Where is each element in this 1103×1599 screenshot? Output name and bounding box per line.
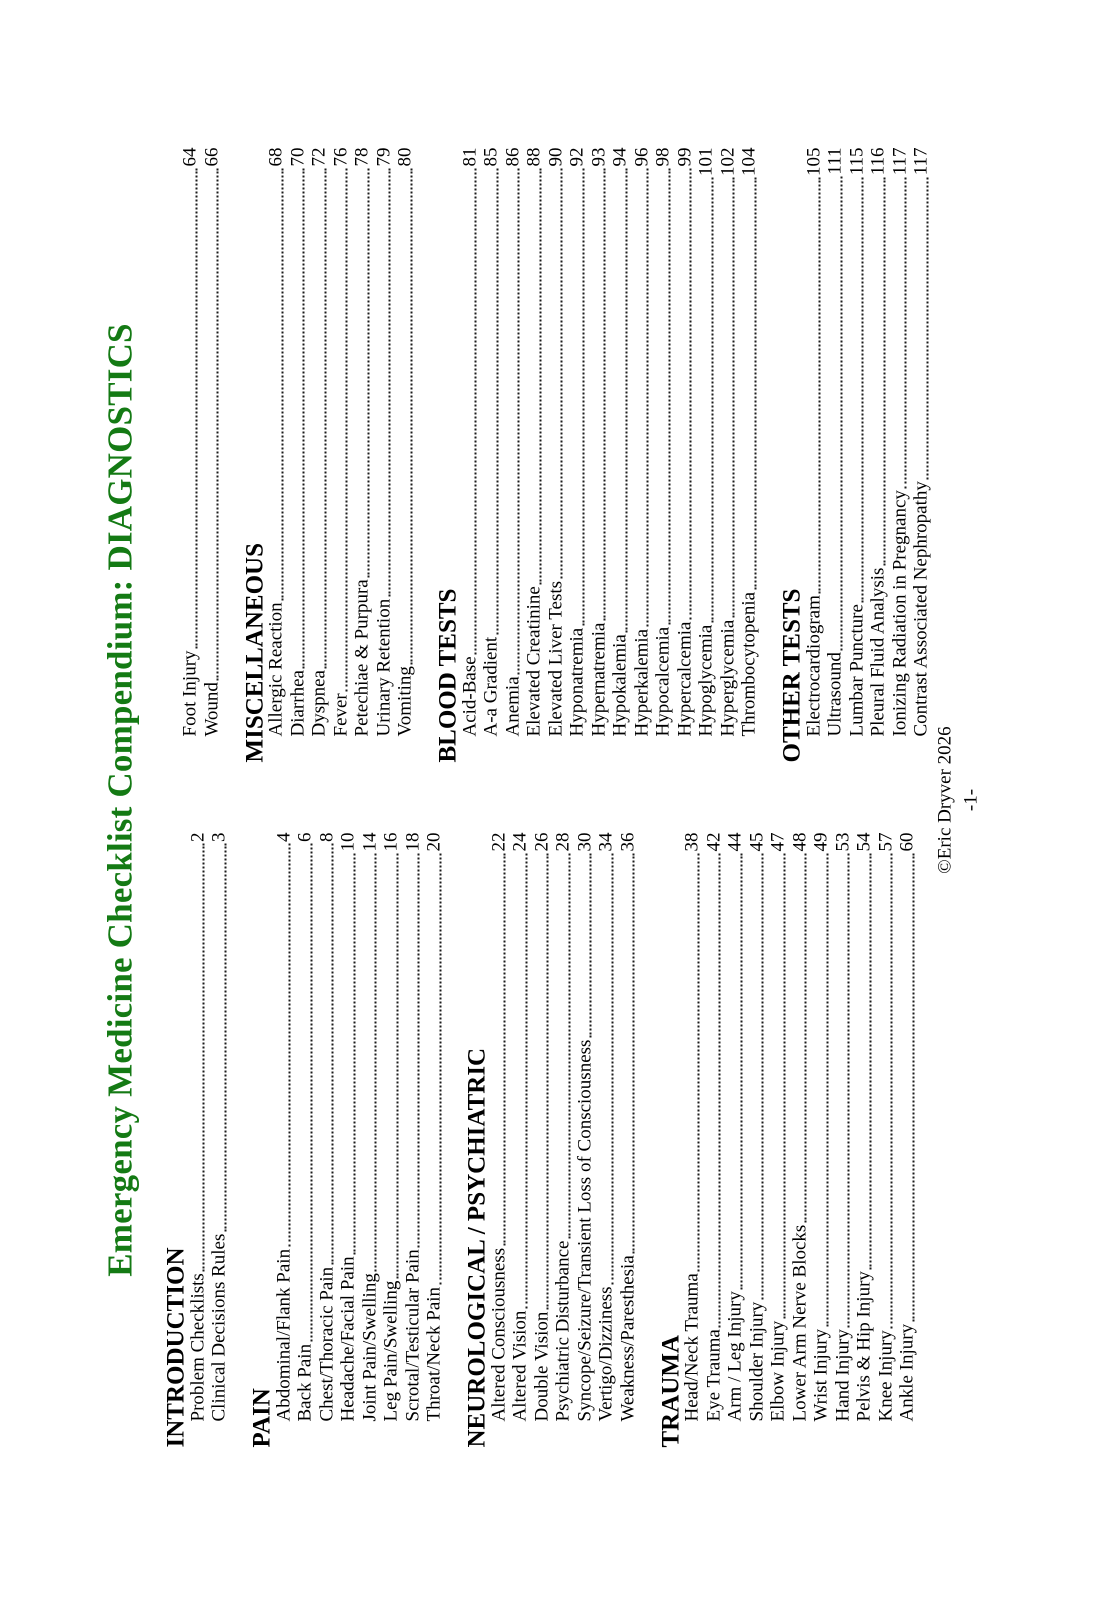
toc-entry-page-number: 101 bbox=[695, 147, 716, 176]
dot-leader bbox=[740, 853, 742, 1289]
toc-entry-page-number: 99 bbox=[673, 147, 695, 166]
toc-entry bbox=[574, 832, 596, 1447]
toc-entry-label: Psychiatric Disturbance bbox=[552, 1240, 573, 1421]
toc-entry-label: Wrist Injury bbox=[810, 1328, 831, 1421]
toc-entry-page-number: 105 bbox=[802, 147, 824, 176]
dot-leader bbox=[711, 178, 713, 623]
dot-leader bbox=[288, 844, 290, 1247]
dot-leader bbox=[804, 853, 806, 1222]
dot-leader bbox=[525, 853, 527, 1308]
toc-entry-page-number: 117 bbox=[910, 147, 931, 175]
toc-entry-label: Electrocardiogram bbox=[802, 594, 824, 736]
dot-leader bbox=[926, 177, 928, 479]
dot-leader bbox=[611, 853, 613, 1284]
toc-entry bbox=[402, 832, 424, 1447]
toc-entry-label: Altered Consciousness bbox=[487, 1247, 509, 1421]
toc-entry-label: Fever bbox=[329, 692, 351, 736]
document-title: Emergency Medicine Checklist Compendium: DIAGNOSTICS bbox=[100, 322, 139, 1277]
dot-leader bbox=[603, 168, 605, 620]
toc-entry-page-number: 44 bbox=[724, 832, 745, 851]
dot-leader bbox=[439, 853, 441, 1284]
dot-leader bbox=[202, 844, 204, 1271]
toc-entry-label: Pelvis & Hip Injury bbox=[853, 1270, 874, 1421]
toc-entry-label: Wound bbox=[200, 681, 222, 736]
dot-leader bbox=[783, 853, 785, 1318]
toc-entry-page-number: 117 bbox=[888, 147, 910, 175]
toc-entry-label: Leg Pain/Swelling bbox=[380, 1280, 401, 1421]
toc-entry-page-number: 24 bbox=[509, 832, 530, 851]
toc-entry bbox=[423, 832, 445, 1447]
toc-entry-page-number: 66 bbox=[200, 147, 222, 166]
toc-entry bbox=[853, 832, 875, 1447]
toc-entry-label: Hypernatremia bbox=[587, 622, 609, 736]
toc-column-2 bbox=[165, 147, 932, 762]
toc-entry-label: Lumbar Puncture bbox=[845, 603, 867, 736]
toc-entry-page-number: 28 bbox=[552, 832, 573, 851]
dot-leader bbox=[912, 853, 914, 1321]
toc-entry bbox=[681, 832, 703, 1447]
toc-entry-label: Altered Vision bbox=[509, 1310, 530, 1421]
dot-leader bbox=[517, 168, 519, 674]
dot-leader bbox=[396, 853, 398, 1278]
toc-entry-page-number: 111 bbox=[824, 147, 845, 175]
toc-entry-label: Diarrhea bbox=[286, 669, 308, 736]
toc-entry bbox=[631, 147, 653, 762]
toc-entry-label: Throat/Neck Pain bbox=[423, 1286, 444, 1421]
toc-entry-label: Acid-Base bbox=[458, 655, 480, 736]
toc-entry-label: Hypercalcemia bbox=[673, 621, 695, 736]
toc-entry-page-number: 98 bbox=[652, 147, 673, 166]
dot-leader bbox=[689, 168, 691, 619]
dot-leader bbox=[503, 853, 505, 1245]
toc-entry-page-number: 18 bbox=[401, 832, 423, 851]
toc-entry-page-number: 38 bbox=[681, 832, 702, 851]
toc-entry-page-number: 6 bbox=[294, 832, 315, 842]
toc-entry bbox=[724, 832, 746, 1447]
toc-section-header: TRAUMA bbox=[656, 1334, 684, 1447]
dot-leader bbox=[625, 168, 627, 632]
toc-entry bbox=[480, 147, 502, 762]
toc-entry-page-number: 26 bbox=[530, 832, 552, 851]
toc-entry bbox=[308, 147, 330, 762]
toc-section bbox=[656, 832, 918, 1447]
dot-leader bbox=[560, 168, 562, 578]
toc-entry-label: Ankle Injury bbox=[896, 1323, 917, 1421]
dot-leader bbox=[410, 168, 412, 664]
toc-entry bbox=[746, 832, 768, 1447]
toc-section-header: INTRODUCTION bbox=[162, 1246, 189, 1447]
toc-entry bbox=[265, 147, 287, 762]
dot-leader bbox=[417, 853, 419, 1247]
dot-leader bbox=[568, 853, 570, 1238]
copyright-line: ©Eric Dryver 2026 bbox=[934, 725, 955, 874]
toc-entry-page-number: 90 bbox=[544, 147, 566, 166]
dot-leader bbox=[474, 168, 476, 654]
toc-entry bbox=[609, 147, 631, 762]
toc-entry bbox=[359, 832, 381, 1447]
toc-entry bbox=[545, 147, 567, 762]
toc-entry-page-number: 10 bbox=[337, 832, 358, 851]
toc-entry bbox=[337, 832, 359, 1447]
dot-leader bbox=[310, 844, 312, 1342]
toc-entry-page-number: 93 bbox=[587, 147, 609, 166]
toc-entry-label: Petechiae & Purpura bbox=[351, 578, 372, 736]
toc-entry-label: Syncope/Seizure/Transient Loss of Consciousness bbox=[573, 1039, 595, 1421]
toc-entry bbox=[187, 832, 209, 1447]
toc-entry-page-number: 22 bbox=[487, 832, 509, 851]
toc-entry-label: Headache/Facial Pain bbox=[337, 1255, 358, 1421]
toc-entry-page-number: 80 bbox=[394, 147, 415, 166]
toc-section-header: NEUROLOGICAL / PSYCHIATRIC bbox=[463, 1047, 490, 1447]
dot-leader bbox=[496, 168, 498, 634]
toc-entry-page-number: 64 bbox=[179, 147, 200, 166]
toc-entry-page-number: 47 bbox=[767, 832, 788, 851]
dot-leader bbox=[840, 176, 842, 649]
toc-entry-page-number: 14 bbox=[358, 832, 380, 851]
toc-entry-label: Shoulder Injury bbox=[745, 1301, 767, 1421]
dot-leader bbox=[761, 853, 763, 1299]
toc-entry-label: Ionizing Radiation in Pregnancy bbox=[888, 489, 910, 736]
toc-section-header: PAIN bbox=[248, 1387, 275, 1447]
toc-entry-label: Contrast Associated Nephropathy bbox=[910, 480, 931, 736]
toc-entry-label: Hypocalcemia bbox=[652, 626, 673, 736]
toc-section-header: OTHER TESTS bbox=[778, 588, 805, 762]
toc-entry-label: Pleural Fluid Analysis bbox=[867, 567, 888, 736]
toc-section bbox=[240, 147, 416, 762]
dot-leader bbox=[861, 177, 863, 602]
dot-leader bbox=[732, 178, 734, 618]
toc-entry bbox=[201, 147, 223, 762]
toc-entry-page-number: 34 bbox=[595, 832, 616, 851]
toc-entry bbox=[767, 832, 789, 1447]
toc-entry bbox=[889, 147, 911, 762]
toc-entry-page-number: 85 bbox=[480, 147, 501, 166]
toc-entry-label: Urinary Retention bbox=[372, 598, 394, 736]
toc-entry-page-number: 104 bbox=[738, 147, 759, 176]
toc-entry-page-number: 94 bbox=[609, 147, 630, 166]
toc-entry-page-number: 49 bbox=[810, 832, 831, 851]
toc-entry bbox=[316, 832, 338, 1447]
toc-entry bbox=[179, 147, 201, 762]
toc-entry-page-number: 48 bbox=[788, 832, 810, 851]
toc-entry bbox=[803, 147, 825, 762]
toc-section bbox=[179, 147, 222, 762]
toc-entry-page-number: 78 bbox=[351, 147, 372, 166]
toc-entry bbox=[294, 832, 316, 1447]
dot-leader bbox=[632, 853, 634, 1253]
toc-entry bbox=[330, 147, 352, 762]
toc-entry bbox=[595, 832, 617, 1447]
dot-leader bbox=[869, 853, 871, 1269]
toc-entry bbox=[674, 147, 696, 762]
toc-entry-label: Lower Arm Nerve Blocks bbox=[788, 1224, 810, 1421]
toc-entry-label: Foot Injury bbox=[179, 649, 200, 736]
toc-entry-label: Anemia bbox=[501, 675, 523, 736]
toc-entry bbox=[896, 832, 918, 1447]
toc-entry-page-number: 8 bbox=[315, 832, 337, 842]
toc-entry bbox=[208, 832, 230, 1447]
toc-entry bbox=[531, 832, 553, 1447]
dot-leader bbox=[302, 168, 304, 668]
toc-entry bbox=[910, 147, 932, 762]
toc-entry-label: Thrombocytopenia bbox=[738, 591, 759, 736]
toc-entry-page-number: 116 bbox=[867, 147, 888, 175]
dot-leader bbox=[582, 168, 584, 625]
toc-entry-label: Clinical Decisions Rules bbox=[208, 1233, 229, 1421]
toc-entry-page-number: 36 bbox=[616, 832, 638, 851]
toc-entry-label: Hypokalemia bbox=[609, 633, 630, 736]
toc-entry bbox=[502, 147, 524, 762]
toc-entry-page-number: 88 bbox=[523, 147, 544, 166]
toc-entry bbox=[459, 147, 481, 762]
page-footer bbox=[932, 0, 984, 1599]
toc-entry-label: Hyperglycemia bbox=[716, 619, 738, 736]
toc-entry bbox=[867, 147, 889, 762]
toc-entry-page-number: 2 bbox=[186, 832, 208, 842]
dot-leader bbox=[668, 168, 670, 624]
toc-column-1 bbox=[162, 832, 932, 1447]
toc-entry bbox=[652, 147, 674, 762]
toc-entry bbox=[810, 832, 832, 1447]
page-number: -1- bbox=[960, 788, 981, 811]
toc-entry-label: Hyperkalemia bbox=[630, 628, 652, 736]
dot-leader bbox=[718, 853, 720, 1327]
toc-entry bbox=[588, 147, 610, 762]
toc-entry-page-number: 72 bbox=[308, 147, 329, 166]
dot-leader bbox=[883, 177, 885, 565]
toc-entry bbox=[617, 832, 639, 1447]
toc-entry-label: Elevated Liver Tests bbox=[544, 580, 566, 736]
dot-leader bbox=[754, 178, 756, 590]
toc-entry-label: Hypoglycemia bbox=[695, 624, 716, 736]
toc-entry bbox=[287, 147, 309, 762]
toc-entry-page-number: 53 bbox=[831, 832, 853, 851]
toc-entry-page-number: 102 bbox=[716, 147, 738, 176]
toc-entry-label: Scrotal/Testicular Pain bbox=[401, 1248, 423, 1421]
toc-entry bbox=[380, 832, 402, 1447]
dot-leader bbox=[353, 853, 355, 1254]
toc-entry-label: Head/Neck Trauma bbox=[681, 1272, 702, 1421]
toc-entry-label: Weakness/Paresthesia bbox=[616, 1254, 638, 1421]
table-of-contents bbox=[162, 147, 932, 1447]
toc-entry bbox=[523, 147, 545, 762]
toc-entry bbox=[832, 832, 854, 1447]
dot-leader bbox=[904, 177, 906, 488]
dot-leader bbox=[374, 853, 376, 1271]
toc-entry-page-number: 54 bbox=[853, 832, 874, 851]
dot-leader bbox=[281, 168, 283, 600]
toc-entry-label: Knee Injury bbox=[874, 1329, 896, 1421]
dot-leader bbox=[589, 853, 591, 1037]
toc-entry bbox=[566, 147, 588, 762]
toc-entry bbox=[717, 147, 739, 762]
toc-section bbox=[778, 147, 932, 762]
toc-entry-page-number: 81 bbox=[458, 147, 480, 166]
toc-section bbox=[162, 832, 230, 1447]
toc-entry-label: Problem Checklists bbox=[186, 1272, 208, 1421]
toc-section bbox=[463, 832, 638, 1447]
toc-section bbox=[434, 147, 760, 762]
toc-entry bbox=[273, 832, 295, 1447]
dot-leader bbox=[331, 844, 333, 1265]
toc-entry bbox=[824, 147, 846, 762]
dot-leader bbox=[324, 168, 326, 668]
toc-entry-page-number: 42 bbox=[702, 832, 724, 851]
toc-entry-label: Ultrasound bbox=[824, 651, 845, 736]
toc-entry-page-number: 115 bbox=[845, 147, 867, 175]
toc-entry bbox=[488, 832, 510, 1447]
toc-entry-label: Vertigo/Dizziness bbox=[595, 1285, 616, 1421]
dot-leader bbox=[826, 853, 828, 1326]
toc-entry-label: Chest/Thoracic Pain bbox=[315, 1266, 337, 1421]
toc-entry-label: Abdominal/Flank Pain bbox=[272, 1248, 294, 1421]
toc-entry-label: Elbow Injury bbox=[767, 1320, 788, 1421]
toc-entry-page-number: 92 bbox=[566, 147, 587, 166]
toc-entry bbox=[875, 832, 897, 1447]
toc-entry-page-number: 3 bbox=[208, 832, 229, 842]
toc-entry-page-number: 45 bbox=[745, 832, 767, 851]
toc-section-header: BLOOD TESTS bbox=[434, 588, 461, 762]
toc-entry-label: Double Vision bbox=[530, 1311, 552, 1421]
toc-entry bbox=[703, 832, 725, 1447]
dot-leader bbox=[697, 853, 699, 1271]
dot-leader bbox=[646, 168, 648, 626]
toc-entry bbox=[846, 147, 868, 762]
dot-leader bbox=[388, 168, 390, 596]
toc-entry bbox=[695, 147, 717, 762]
toc-entry-page-number: 16 bbox=[380, 832, 401, 851]
toc-entry-page-number: 68 bbox=[265, 147, 286, 166]
toc-entry-label: Hand Injury bbox=[831, 1328, 853, 1421]
dot-leader bbox=[345, 168, 347, 691]
toc-entry-label: Allergic Reaction bbox=[265, 601, 286, 736]
toc-entry-label: Joint Pain/Swelling bbox=[358, 1272, 380, 1421]
toc-entry bbox=[552, 832, 574, 1447]
toc-entry bbox=[394, 147, 416, 762]
toc-entry-page-number: 96 bbox=[630, 147, 652, 166]
toc-entry-page-number: 86 bbox=[501, 147, 523, 166]
toc-entry-label: A-a Gradient bbox=[480, 636, 501, 736]
toc-entry-page-number: 60 bbox=[896, 832, 917, 851]
toc-entry-label: Dyspnea bbox=[308, 669, 329, 736]
toc-entry-label: Hyponatremia bbox=[566, 627, 587, 736]
toc-entry-page-number: 70 bbox=[286, 147, 308, 166]
toc-section bbox=[248, 832, 445, 1447]
dot-leader bbox=[195, 168, 197, 648]
toc-entry-label: Vomiting bbox=[394, 665, 415, 736]
toc-entry-page-number: 20 bbox=[423, 832, 444, 851]
dot-leader bbox=[539, 168, 541, 584]
toc-entry-label: Arm / Leg Injury bbox=[724, 1290, 745, 1421]
toc-entry-label: Back Pain bbox=[294, 1343, 315, 1421]
dot-leader bbox=[847, 853, 849, 1327]
toc-entry bbox=[738, 147, 760, 762]
toc-entry bbox=[509, 832, 531, 1447]
toc-entry bbox=[373, 147, 395, 762]
dot-leader bbox=[546, 853, 548, 1309]
toc-entry bbox=[351, 147, 373, 762]
dot-leader bbox=[224, 844, 226, 1232]
toc-entry-label: Elevated Creatinine bbox=[523, 585, 544, 736]
toc-entry-page-number: 76 bbox=[329, 147, 351, 166]
toc-entry bbox=[789, 832, 811, 1447]
dot-leader bbox=[890, 853, 892, 1328]
toc-entry-page-number: 57 bbox=[874, 832, 896, 851]
toc-entry-page-number: 30 bbox=[573, 832, 595, 851]
toc-entry-label: Eye Trauma bbox=[702, 1328, 724, 1421]
dot-leader bbox=[367, 168, 369, 577]
dot-leader bbox=[216, 168, 218, 680]
toc-entry-page-number: 4 bbox=[272, 832, 294, 842]
toc-section-header: MISCELLANEOUS bbox=[240, 542, 268, 762]
dot-leader bbox=[818, 178, 820, 593]
toc-entry-page-number: 79 bbox=[372, 147, 394, 166]
